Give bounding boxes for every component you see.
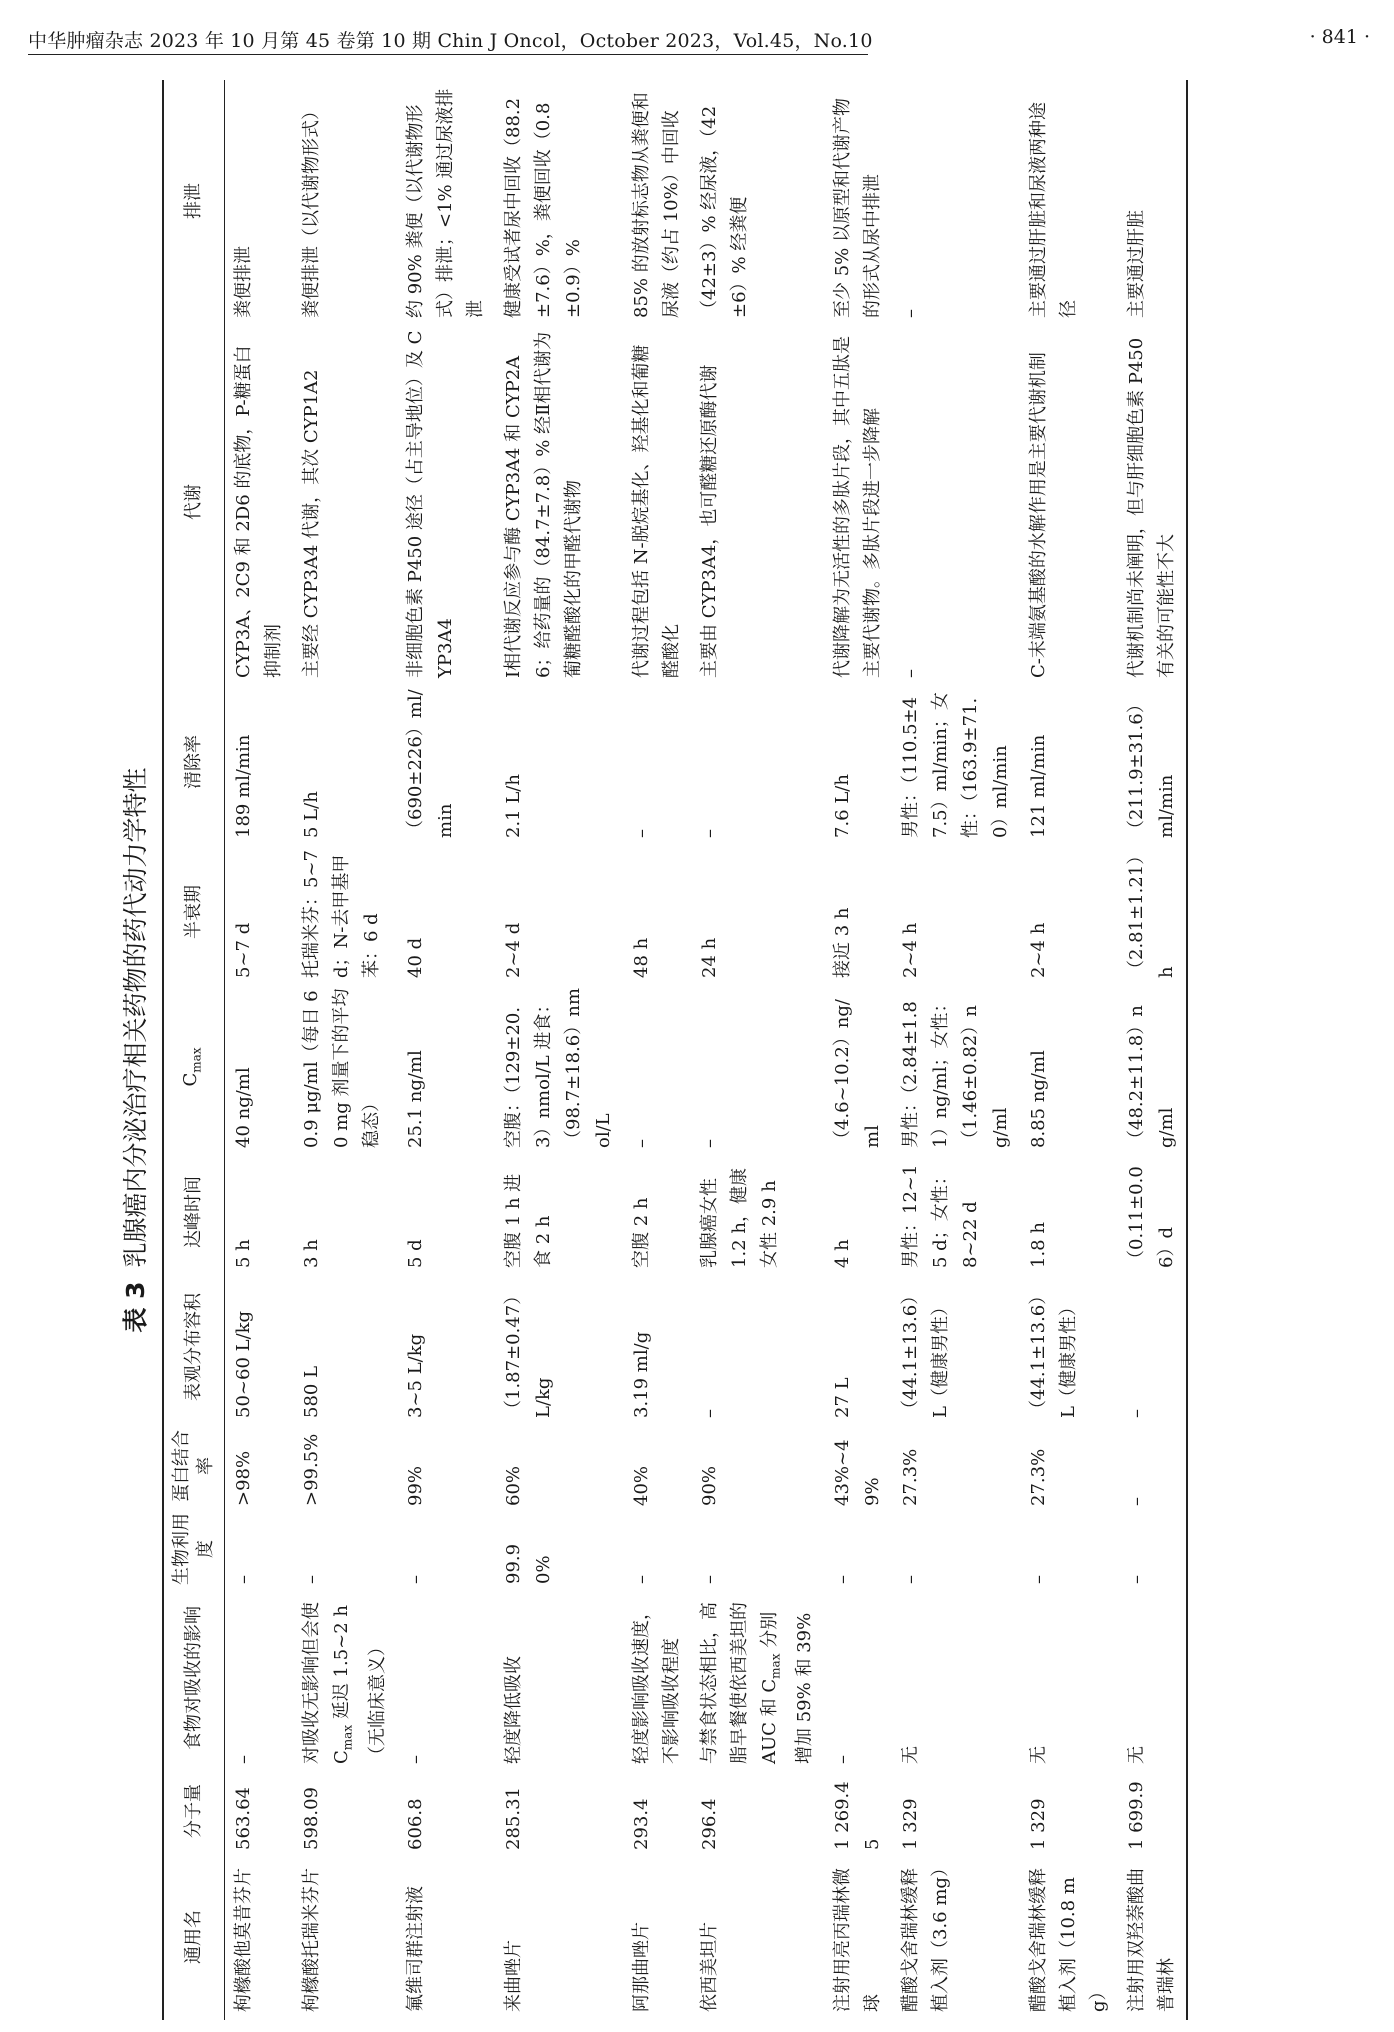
table-cell: >99.5% [301,1433,322,1506]
table-cell: （48.2±11.8）ng/ml [1126,1005,1178,1148]
table-cell: 轻度降低吸收 [502,1656,524,1764]
table-cell: 2~4 d [502,922,524,978]
table-cell: 枸橼酸他莫昔芬片 [233,1868,254,2012]
col-header: 排泄 [183,183,204,219]
table-cell: 189 ml/min [233,734,254,838]
table-cell: 主要由 CYP3A4，也可醛糖还原酶代谢 [698,364,720,678]
table-caption [110,80,162,2020]
table-cell: 注射用双羟萘酸曲普瑞林 [1126,1868,1178,2012]
table-cell: 2.1 L/h [502,774,524,838]
table-cell: 粪便排泄 [233,246,254,318]
table-body [225,80,1188,2020]
table-cell: 主要通过肝脏和尿液两种途径 [1028,102,1080,318]
table-cell: – [698,829,720,838]
table-cell: – [630,1139,652,1148]
table-cell: （44.1±13.6）L（健康男性） [900,1286,952,1418]
running-header [28,26,1370,60]
table-cell: 男性：（110.5±47.5）ml/min；女性：（163.9±71.0）ml/min [900,692,1012,838]
table-cell: 40 ng/ml [233,1067,254,1148]
table-cell: 枸橼酸托瑞米芬片 [301,1868,322,2012]
table-cell: （2.81±1.21）h [1126,855,1178,978]
table-cell: – [1126,1409,1148,1418]
col-header: 食物对吸收的影响 [183,1606,204,1750]
table-cell: – [698,1575,720,1584]
table-cell: – [404,1755,426,1764]
table-cell: 99.90% [502,1543,554,1584]
table-cell: 依西美坦片 [698,1922,720,2012]
table-row [495,80,623,2020]
table-cell: 空腹 2 h [630,1197,652,1268]
table-cell: – [233,1755,254,1764]
table-cell: 男性：12~15 d；女性：8~22 d [900,1164,982,1268]
table-row [225,80,294,2020]
page-number: · 841 · [1309,26,1370,48]
table-cell: 代谢过程包括 N-脱烷基化、羟基化和葡糖醛酸化 [630,344,682,678]
table-cell: 24 h [698,937,720,978]
table-cell: 40 d [404,937,426,978]
table-cell: 5 d [404,1239,426,1268]
table-cell: 接近 3 h [832,907,854,978]
col-header: 分子量 [183,1784,204,1838]
table-row [892,80,1020,2020]
table-cell: 3.19 ml/g [630,1331,652,1418]
table-cell: – [698,1139,720,1148]
table-cell: 轻度影响吸收速度，不影响吸收程度 [630,1602,682,1764]
header-rule [28,54,868,55]
table-row [824,80,892,2020]
table-row [1118,80,1187,2020]
table-cell: 3~5 L/kg [404,1333,426,1418]
col-header: $C_{max}$ [180,1047,204,1087]
col-header: 蛋白结合率 [171,1430,216,1502]
table-header-row [163,80,225,2020]
table-cell: 0.9 μg/ml（每日 60 mg 剂量下的平均稳态） [301,988,382,1148]
col-header: 半衰期 [183,885,204,939]
table-cell: 50~60 L/kg [233,1310,254,1418]
table-cell: 乳腺癌女性 1.2 h，健康女性 2.9 h [698,1168,780,1268]
table-cell: – [832,1755,854,1764]
table-cell: 阿那曲唑片 [630,1922,652,2012]
table-cell: 27.3% [900,1448,922,1506]
table-cell: – [900,309,922,318]
table-cell: 1 269.45 [832,1781,884,1850]
table-cell: 2~4 h [900,922,922,978]
table-cell: 606.8 [404,1798,426,1850]
table-cell: 296.4 [698,1798,720,1850]
table-cell: C-末端氨基酸的水解作用是主要代谢机制 [1028,352,1050,678]
table-cell: – [404,1575,426,1584]
table-cell: 1 329 [1028,1798,1050,1850]
table-cell: 3 h [301,1239,322,1268]
table-cell: 598.09 [301,1787,322,1850]
table-cell: 580 L [301,1365,322,1418]
table-cell: – [301,1575,322,1584]
table-cell: 男性：（2.84±1.81）ng/ml；女性：（1.46±0.82）ng/ml [900,994,1012,1148]
table-cell: – [900,669,922,678]
journal-citation: 中华肿瘤杂志 2023 年 10 月第 45 卷第 10 期 Chin J Oncol，October 2023，Vol.45，No.10 [28,30,873,52]
table-cell: 40% [630,1465,652,1506]
table-row [691,80,825,2020]
table-row [1020,80,1118,2020]
table-row [623,80,691,2020]
table-cell: 5 L/h [301,791,322,838]
table-cell: 293.4 [630,1798,652,1850]
col-header: 清除率 [183,735,204,789]
table-cell: 48 h [630,937,652,978]
table-cell: 2~4 h [1028,922,1050,978]
table-cell: 8.85 ng/ml [1028,1050,1050,1148]
table-cell: （0.11±0.06）d [1126,1166,1178,1268]
table-cell: 醋酸戈舍瑞林缓释植入剂（3.6 mg） [900,1859,952,2012]
table-number: 表 3 [121,1281,150,1333]
col-header: 生物利用度 [171,1513,216,1585]
table-cell: 与禁食状态相比，高脂早餐使依西美坦的 AUC 和 $C_{max}$ 分别增加 59% 和 39% [698,1602,816,1764]
table-cell: – [900,1575,922,1584]
table-cell: 27.3% [1028,1448,1050,1506]
table-cell: （1.87±0.47）L/kg [502,1286,554,1418]
table-cell: 43%~49% [832,1439,884,1506]
table-cell: 健康受试者尿中回收（88.2±7.6）%，粪便回收（0.8±0.9）% [502,97,584,318]
table-cell: 托瑞米芬：5~7 d；N-去甲基甲苯：6 d [301,850,382,978]
col-header: 达峰时间 [183,1176,204,1248]
table-cell: 无 [1028,1746,1050,1764]
table-cell: 5~7 d [233,922,254,978]
table-cell: 7.6 L/h [832,774,854,838]
table-cell: 来曲唑片 [502,1940,524,2012]
table-cell: – [832,1575,854,1584]
rotated-table-block [110,80,1380,2020]
table-cell: 非细胞色素 P450 途径（占主导地位）及 CYP3A4 [404,330,456,678]
table-cell: 无 [900,1746,922,1764]
table-title: 乳腺癌内分泌治疗相关药物的药代动力学特性 [121,767,150,1268]
table-cell: 1.8 h [1028,1222,1050,1268]
table-cell: 99% [404,1465,426,1506]
table-cell: 563.64 [233,1787,254,1850]
table-cell: 粪便排泄（以代谢物形式） [301,102,322,318]
table-cell: （690±226）ml/min [404,689,456,838]
table-cell: 25.1 ng/ml [404,1050,426,1148]
table-cell: – [1126,1575,1148,1584]
table-cell: 27 L [832,1377,854,1418]
col-header: 代谢 [183,484,204,520]
table-cell: 主要经 CYP3A4 代谢，其次 CYP1A2 [301,369,322,678]
table-cell: 85% 的放射标志物从粪便和尿液（约占 10%）中回收 [630,92,682,318]
table-cell: – [233,1575,254,1584]
table-cell: （44.1±13.6）L（健康男性） [1028,1286,1080,1418]
table-cell: – [1126,1497,1148,1506]
table-cell: 60% [502,1465,524,1506]
table-cell: 285.31 [502,1787,524,1850]
table-cell: 醋酸戈舍瑞林缓释植入剂（10.8 mg） [1028,1868,1110,2012]
table-cell: 空腹 1 h 进食 2 h [502,1173,554,1268]
table-cell: 121 ml/min [1028,734,1050,838]
table-cell: – [630,1575,652,1584]
table-cell: 90% [698,1465,720,1506]
table-cell: 主要通过肝脏 [1126,210,1148,318]
table-cell: 约 90% 粪便（以代谢物形式）排泄；<1% 通过尿液排泄 [404,88,486,318]
table-cell: >98% [233,1450,254,1506]
table-cell: 代谢降解为无活性的多肽片段，其中五肽是主要代谢物。多肽片段进一步降解 [832,336,884,678]
col-header: 表观分布容积 [183,1293,204,1401]
table-cell: 5 h [233,1239,254,1268]
table-cell: 至少 5% 以原型和代谢产物的形式从尿中排泄 [832,98,884,318]
table-cell: 注射用亮丙瑞林微球 [832,1868,884,2012]
col-header: 通用名 [183,1910,204,1964]
table-cell: Ⅰ相代谢反应参与酶 CYP3A4 和 CYP2A6；给药量的（84.7±7.8）% 经Ⅱ相代谢为葡糖醛酸化的甲醛代谢物 [502,331,584,678]
pharmacokinetics-table [162,80,1188,2020]
table-cell: （211.9±31.6）ml/min [1126,695,1178,838]
table-cell: – [698,1409,720,1418]
table-cell: 氟维司群注射液 [404,1886,426,2012]
table-cell: 空腹：（129±20.3）nmol/L 进食：（98.7±18.6）nmol/L [502,988,614,1148]
table-cell: （4.6~10.2）ng/ml [832,999,884,1148]
table-cell: 1 329 [900,1798,922,1850]
table-cell: （42±3）% 经尿液，（42±6）% 经粪便 [698,105,750,318]
table-cell: 代谢机制尚未阐明，但与肝细胞色素 P450 有关的可能性不大 [1126,337,1178,678]
table-cell: 4 h [832,1239,854,1268]
table-row [293,80,397,2020]
table-cell: – [1028,1575,1050,1584]
table-cell: 1 699.9 [1126,1781,1148,1850]
table-cell: CYP3A、2C9 和 2D6 的底物，P-糖蛋白抑制剂 [233,345,284,678]
table-row [397,80,495,2020]
table-cell: – [630,829,652,838]
table-cell: 无 [1126,1746,1148,1764]
table-cell: 对吸收无影响但会使 $C_{max}$ 延迟 1.5~2 h（无临床意义） [301,1602,388,1764]
